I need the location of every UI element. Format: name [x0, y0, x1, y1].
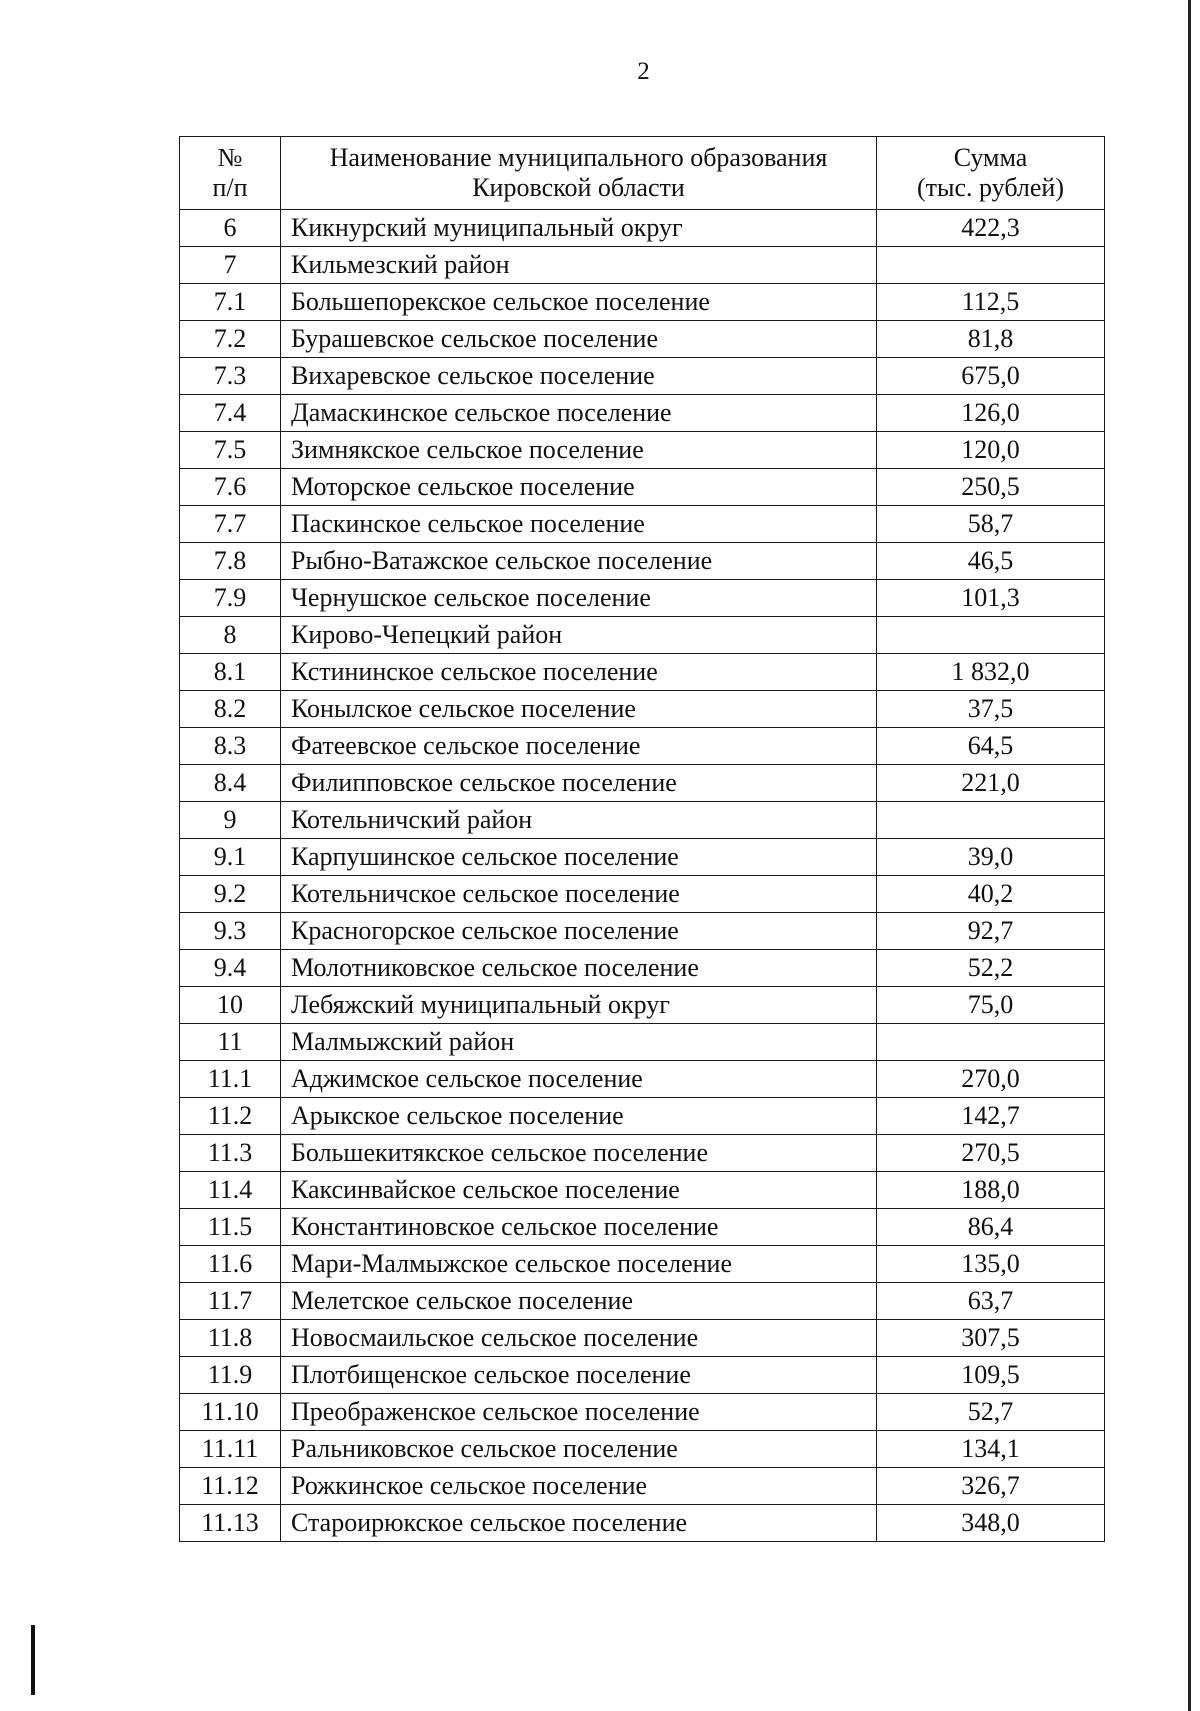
row-number: 7.1	[180, 284, 281, 321]
row-number: 7.4	[180, 395, 281, 432]
row-number: 8.2	[180, 691, 281, 728]
header-name-line1: Наименование муниципального образования	[329, 143, 828, 173]
row-sum: 348,0	[877, 1505, 1105, 1542]
table-row	[180, 543, 1105, 580]
row-sum: 37,5	[877, 691, 1105, 728]
row-number: 10	[180, 987, 281, 1024]
table-row	[180, 1172, 1105, 1209]
table-row	[180, 358, 1105, 395]
row-number: 7.2	[180, 321, 281, 358]
row-sum: 75,0	[877, 987, 1105, 1024]
table-row	[180, 506, 1105, 543]
row-name: Большепорекское сельское поселение	[281, 284, 877, 321]
table-row	[180, 1505, 1105, 1542]
table-row	[180, 876, 1105, 913]
row-number: 11.9	[180, 1357, 281, 1394]
row-number: 11.10	[180, 1394, 281, 1431]
table-row	[180, 1283, 1105, 1320]
row-sum: 422,3	[877, 210, 1105, 247]
table-row	[180, 1061, 1105, 1098]
row-number: 9.2	[180, 876, 281, 913]
table-row	[180, 1246, 1105, 1283]
row-sum	[877, 617, 1105, 654]
table-row	[180, 691, 1105, 728]
table-row	[180, 1209, 1105, 1246]
row-sum: 307,5	[877, 1320, 1105, 1357]
row-sum: 1 832,0	[877, 654, 1105, 691]
row-name: Зимнякское сельское поселение	[281, 432, 877, 469]
table-row	[180, 1098, 1105, 1135]
row-number: 11.2	[180, 1098, 281, 1135]
header-sum	[877, 137, 1105, 210]
row-number: 8.1	[180, 654, 281, 691]
row-name: Кирово-Чепецкий район	[281, 617, 877, 654]
row-number: 11.6	[180, 1246, 281, 1283]
row-sum: 135,0	[877, 1246, 1105, 1283]
row-name: Кстининское сельское поселение	[281, 654, 877, 691]
row-number: 7.9	[180, 580, 281, 617]
table-row	[180, 839, 1105, 876]
row-number: 11.11	[180, 1431, 281, 1468]
row-name: Мари-Малмыжское сельское поселение	[281, 1246, 877, 1283]
row-sum: 120,0	[877, 432, 1105, 469]
row-name: Преображенское сельское поселение	[281, 1394, 877, 1431]
row-number: 11	[180, 1024, 281, 1061]
row-name: Чернушское сельское поселение	[281, 580, 877, 617]
page-number: 2	[637, 58, 650, 85]
row-number: 8	[180, 617, 281, 654]
row-name: Котельничское сельское поселение	[281, 876, 877, 913]
row-sum: 221,0	[877, 765, 1105, 802]
table-row	[180, 1394, 1105, 1431]
row-name: Староирюкское сельское поселение	[281, 1505, 877, 1542]
table-row	[180, 1431, 1105, 1468]
row-number: 9	[180, 802, 281, 839]
row-sum: 270,5	[877, 1135, 1105, 1172]
row-number: 7.6	[180, 469, 281, 506]
row-sum: 326,7	[877, 1468, 1105, 1505]
row-number: 11.5	[180, 1209, 281, 1246]
row-name: Мелетское сельское поселение	[281, 1283, 877, 1320]
row-sum: 52,2	[877, 950, 1105, 987]
row-number: 9.3	[180, 913, 281, 950]
table-row	[180, 913, 1105, 950]
table-row	[180, 321, 1105, 358]
row-name: Карпушинское сельское поселение	[281, 839, 877, 876]
row-number: 11.4	[180, 1172, 281, 1209]
row-name: Малмыжский район	[281, 1024, 877, 1061]
header-number-line2: п/п	[212, 173, 248, 202]
row-number: 7.7	[180, 506, 281, 543]
row-sum: 101,3	[877, 580, 1105, 617]
row-sum: 39,0	[877, 839, 1105, 876]
row-name: Кикнурский муниципальный округ	[281, 210, 877, 247]
budget-table	[179, 136, 1105, 1542]
row-name: Бурашевское сельское поселение	[281, 321, 877, 358]
header-row	[180, 137, 1105, 210]
row-name: Паскинское сельское поселение	[281, 506, 877, 543]
row-name: Арыкское сельское поселение	[281, 1098, 877, 1135]
row-sum: 86,4	[877, 1209, 1105, 1246]
row-name: Ральниковское сельское поселение	[281, 1431, 877, 1468]
row-name: Константиновское сельское поселение	[281, 1209, 877, 1246]
row-name: Каксинвайское сельское поселение	[281, 1172, 877, 1209]
row-sum	[877, 247, 1105, 284]
row-number: 11.1	[180, 1061, 281, 1098]
table-body	[180, 210, 1105, 1542]
row-number: 11.13	[180, 1505, 281, 1542]
row-number: 11.3	[180, 1135, 281, 1172]
row-sum: 92,7	[877, 913, 1105, 950]
row-name: Филипповское сельское поселение	[281, 765, 877, 802]
table-row	[180, 580, 1105, 617]
row-number: 8.4	[180, 765, 281, 802]
row-sum: 134,1	[877, 1431, 1105, 1468]
table-row	[180, 987, 1105, 1024]
row-sum: 46,5	[877, 543, 1105, 580]
table-row	[180, 1135, 1105, 1172]
row-sum: 63,7	[877, 1283, 1105, 1320]
row-number: 9.1	[180, 839, 281, 876]
row-number: 11.12	[180, 1468, 281, 1505]
row-number: 7	[180, 247, 281, 284]
table-header	[180, 137, 1105, 210]
row-name: Лебяжский муниципальный округ	[281, 987, 877, 1024]
row-sum: 52,7	[877, 1394, 1105, 1431]
scan-margin-mark	[31, 1625, 35, 1695]
row-number: 8.3	[180, 728, 281, 765]
table-row	[180, 1468, 1105, 1505]
table-row	[180, 247, 1105, 284]
header-number	[180, 137, 281, 210]
row-number: 6	[180, 210, 281, 247]
row-sum: 40,2	[877, 876, 1105, 913]
table-row	[180, 654, 1105, 691]
table-row	[180, 469, 1105, 506]
header-name-line2: Кировской области	[472, 173, 685, 202]
row-name: Дамаскинское сельское поселение	[281, 395, 877, 432]
row-name: Моторское сельское поселение	[281, 469, 877, 506]
row-number: 11.8	[180, 1320, 281, 1357]
table-row	[180, 1024, 1105, 1061]
row-sum: 675,0	[877, 358, 1105, 395]
table-row	[180, 210, 1105, 247]
row-name: Рожкинское сельское поселение	[281, 1468, 877, 1505]
row-name: Большекитякское сельское поселение	[281, 1135, 877, 1172]
table-row	[180, 1320, 1105, 1357]
row-number: 7.5	[180, 432, 281, 469]
table-row	[180, 432, 1105, 469]
row-name: Аджимское сельское поселение	[281, 1061, 877, 1098]
row-sum: 142,7	[877, 1098, 1105, 1135]
row-name: Новосмаильское сельское поселение	[281, 1320, 877, 1357]
row-sum: 270,0	[877, 1061, 1105, 1098]
row-name: Кильмезский район	[281, 247, 877, 284]
row-name: Молотниковское сельское поселение	[281, 950, 877, 987]
scan-edge-line	[1188, 0, 1191, 1711]
table-row	[180, 1357, 1105, 1394]
row-sum: 81,8	[877, 321, 1105, 358]
row-sum	[877, 802, 1105, 839]
row-sum: 64,5	[877, 728, 1105, 765]
row-sum: 112,5	[877, 284, 1105, 321]
row-sum: 250,5	[877, 469, 1105, 506]
row-number: 7.3	[180, 358, 281, 395]
row-number: 11.7	[180, 1283, 281, 1320]
header-name	[281, 137, 877, 210]
table-row	[180, 617, 1105, 654]
row-name: Красногорское сельское поселение	[281, 913, 877, 950]
row-name: Вихаревское сельское поселение	[281, 358, 877, 395]
table-row	[180, 765, 1105, 802]
row-name: Фатеевское сельское поселение	[281, 728, 877, 765]
row-sum: 126,0	[877, 395, 1105, 432]
row-sum: 58,7	[877, 506, 1105, 543]
header-sum-line1: Сумма	[953, 143, 1028, 173]
row-name: Котельничский район	[281, 802, 877, 839]
header-sum-line2: (тыс. рублей)	[916, 173, 1064, 202]
table-row	[180, 728, 1105, 765]
table-row	[180, 802, 1105, 839]
row-name: Плотбищенское сельское поселение	[281, 1357, 877, 1394]
row-name: Рыбно-Ватажское сельское поселение	[281, 543, 877, 580]
row-number: 9.4	[180, 950, 281, 987]
row-sum: 109,5	[877, 1357, 1105, 1394]
row-sum: 188,0	[877, 1172, 1105, 1209]
row-name: Конылское сельское поселение	[281, 691, 877, 728]
header-number-line1: №	[217, 143, 243, 173]
table-row	[180, 284, 1105, 321]
table-row	[180, 950, 1105, 987]
table-row	[180, 395, 1105, 432]
row-sum	[877, 1024, 1105, 1061]
row-number: 7.8	[180, 543, 281, 580]
